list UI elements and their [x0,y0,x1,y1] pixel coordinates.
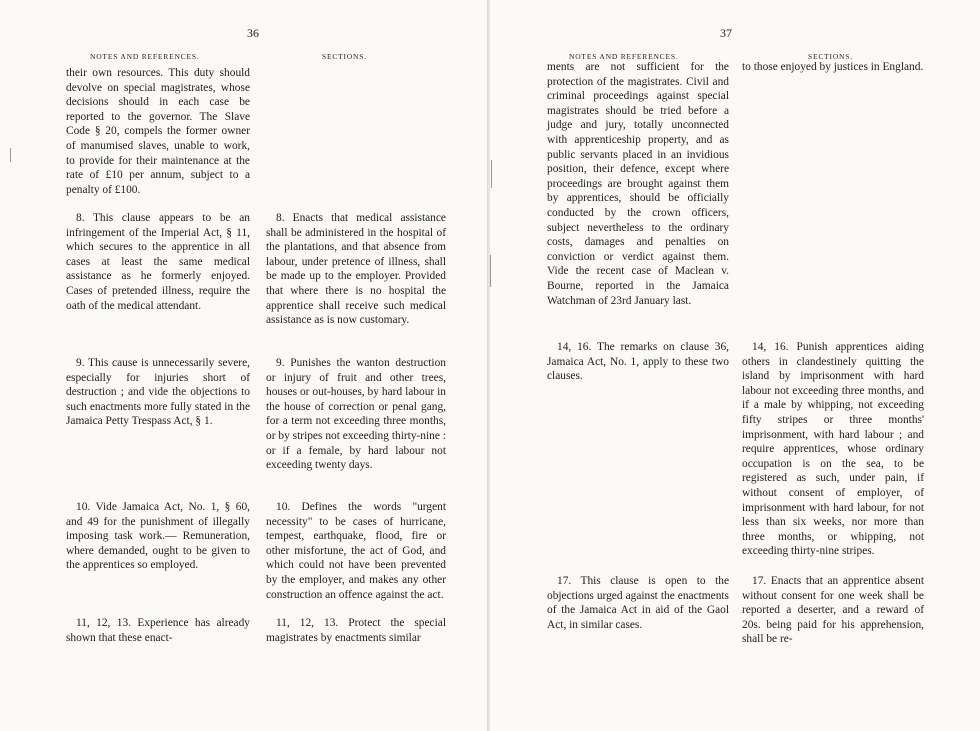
notes-continuation [66,66,250,197]
note-text: 17. This clause is open to the objections urged against the enactments of the Jamaica Act in aid of the Gaol Act, in similar cases. [547,575,729,631]
note-text: their own resources. This duty should devolve on special magistrates, whose decisions should in each case be reported to the governor. The Slave Code § 20, compels the former owner of manumised slaves, unable to work, to provide for their maintenance at the rate of £10 per annum, subject to a penalty of £100. [66,67,250,196]
page-number: 37 [720,26,732,40]
section-10 [266,500,446,602]
margin-mark [10,148,11,162]
section-text: 8. Enacts that medical assistance shall be administered in the hospital of the plantations, and that absence from labour, under pretence of illness, shall be made up to the employer. Provided that where there is no hospital the apprentice shall receive such medical assistance as is now customary. [266,212,446,327]
sections-header: SECTIONS. [322,52,367,61]
section-9 [266,356,446,473]
sections-continuation [742,60,924,75]
note-text: 10. Vide Jamaica Act, No. 1, § 60, and 49 for the punishment of illegally imposing task work.— Remuneration, where demanded, ought to be given to the apprentices so employed. [66,501,250,572]
note-17 [547,574,729,632]
note-text: 9. This cause is unnecessarily severe, especially for injuries short of destruction ; and vide the objections to such enactments more fully stated in the Jamaica Petty Trespass Act, § 1. [66,357,250,428]
notes-header: NOTES AND REFERENCES. [569,52,679,61]
note-14 [547,340,729,384]
section-text: 11, 12, 13. Protect the special magistrates by enactments similar [266,617,446,644]
note-text: 11, 12, 13. Experience has already shown that these enact- [66,617,250,644]
note-text: 8. This clause appears to be an infringement of the Imperial Act, § 11, which secures to the apprentice in all cases at least the same medical assistance as he formerly enjoyed. Cases of pretended illness, require the oath of the medical attendant. [66,212,250,312]
note-10 [66,500,250,573]
section-text: to those enjoyed by justices in England. [742,61,924,73]
notes-header: NOTES AND REFERENCES. [90,52,200,61]
page-number: 36 [247,26,259,40]
left-page [0,0,489,731]
section-14 [742,340,924,559]
section-text: 9. Punishes the wanton destruction or injury of fruit and other trees, houses or out-houses, by hard labour in the house of correction or penal gang, for a term not exceeding three months, or by stripes not exceeding thirty-nine : or if a female, by hard labour not exceeding twenty days. [266,357,446,472]
section-text: 10. Defines the words "urgent necessity" to be cases of hurricane, tempest, earthquake, flood, fire or other misfortune, the act of God, and which could not have been prevented by the employer, and makes any other construction an offence against the act. [266,501,446,601]
note-text: 14, 16. The remarks on clause 36, Jamaica Act, No. 1, apply to these two clauses. [547,341,729,383]
note-9 [66,356,250,429]
section-17 [742,574,924,647]
note-11 [66,616,250,645]
section-text: 14, 16. Punish apprentices aiding others in clandestinely quitting the island by imprisonment with hard labour not exceeding three months, and if a male by whipping, not exceeding fifty stripes or three months' imprisonment, with hard labour ; and require apprentices, whose ordinary occupation is on the sea, to be registered as such, under pain, if without consent of employer, of imprisonment with hard labour, for not less than six weeks, nor more than three months, or whipping, not exceeding thirty-nine stripes. [742,341,924,558]
section-8 [266,211,446,328]
sections-header: SECTIONS. [808,52,853,61]
notes-continuation [547,60,729,308]
margin-mark [491,160,492,188]
section-11 [266,616,446,645]
note-text: ments are not sufficient for the protection of the magistrates. Civil and criminal proceedings against special magistrates should be tried before a judge and jury, totally unconnected with apprenticeship property, and as public servants placed in an invidious position, their defence, except where proceedings are brought against them by apprentices, should be officially conducted by the crown officers, subject nevertheless to the ordinary costs, damages and penalties on conviction or verdict against them. Vide the recent case of Maclean v. Bourne, reported in the Jamaica Watchman of 23rd January last. [547,61,729,307]
margin-mark [490,255,491,287]
note-8 [66,211,250,313]
section-text: 17. Enacts that an apprentice absent without consent for one week shall be reported a deserter, and a reward of 20s. being paid for his apprehension, shall be re- [742,575,924,646]
